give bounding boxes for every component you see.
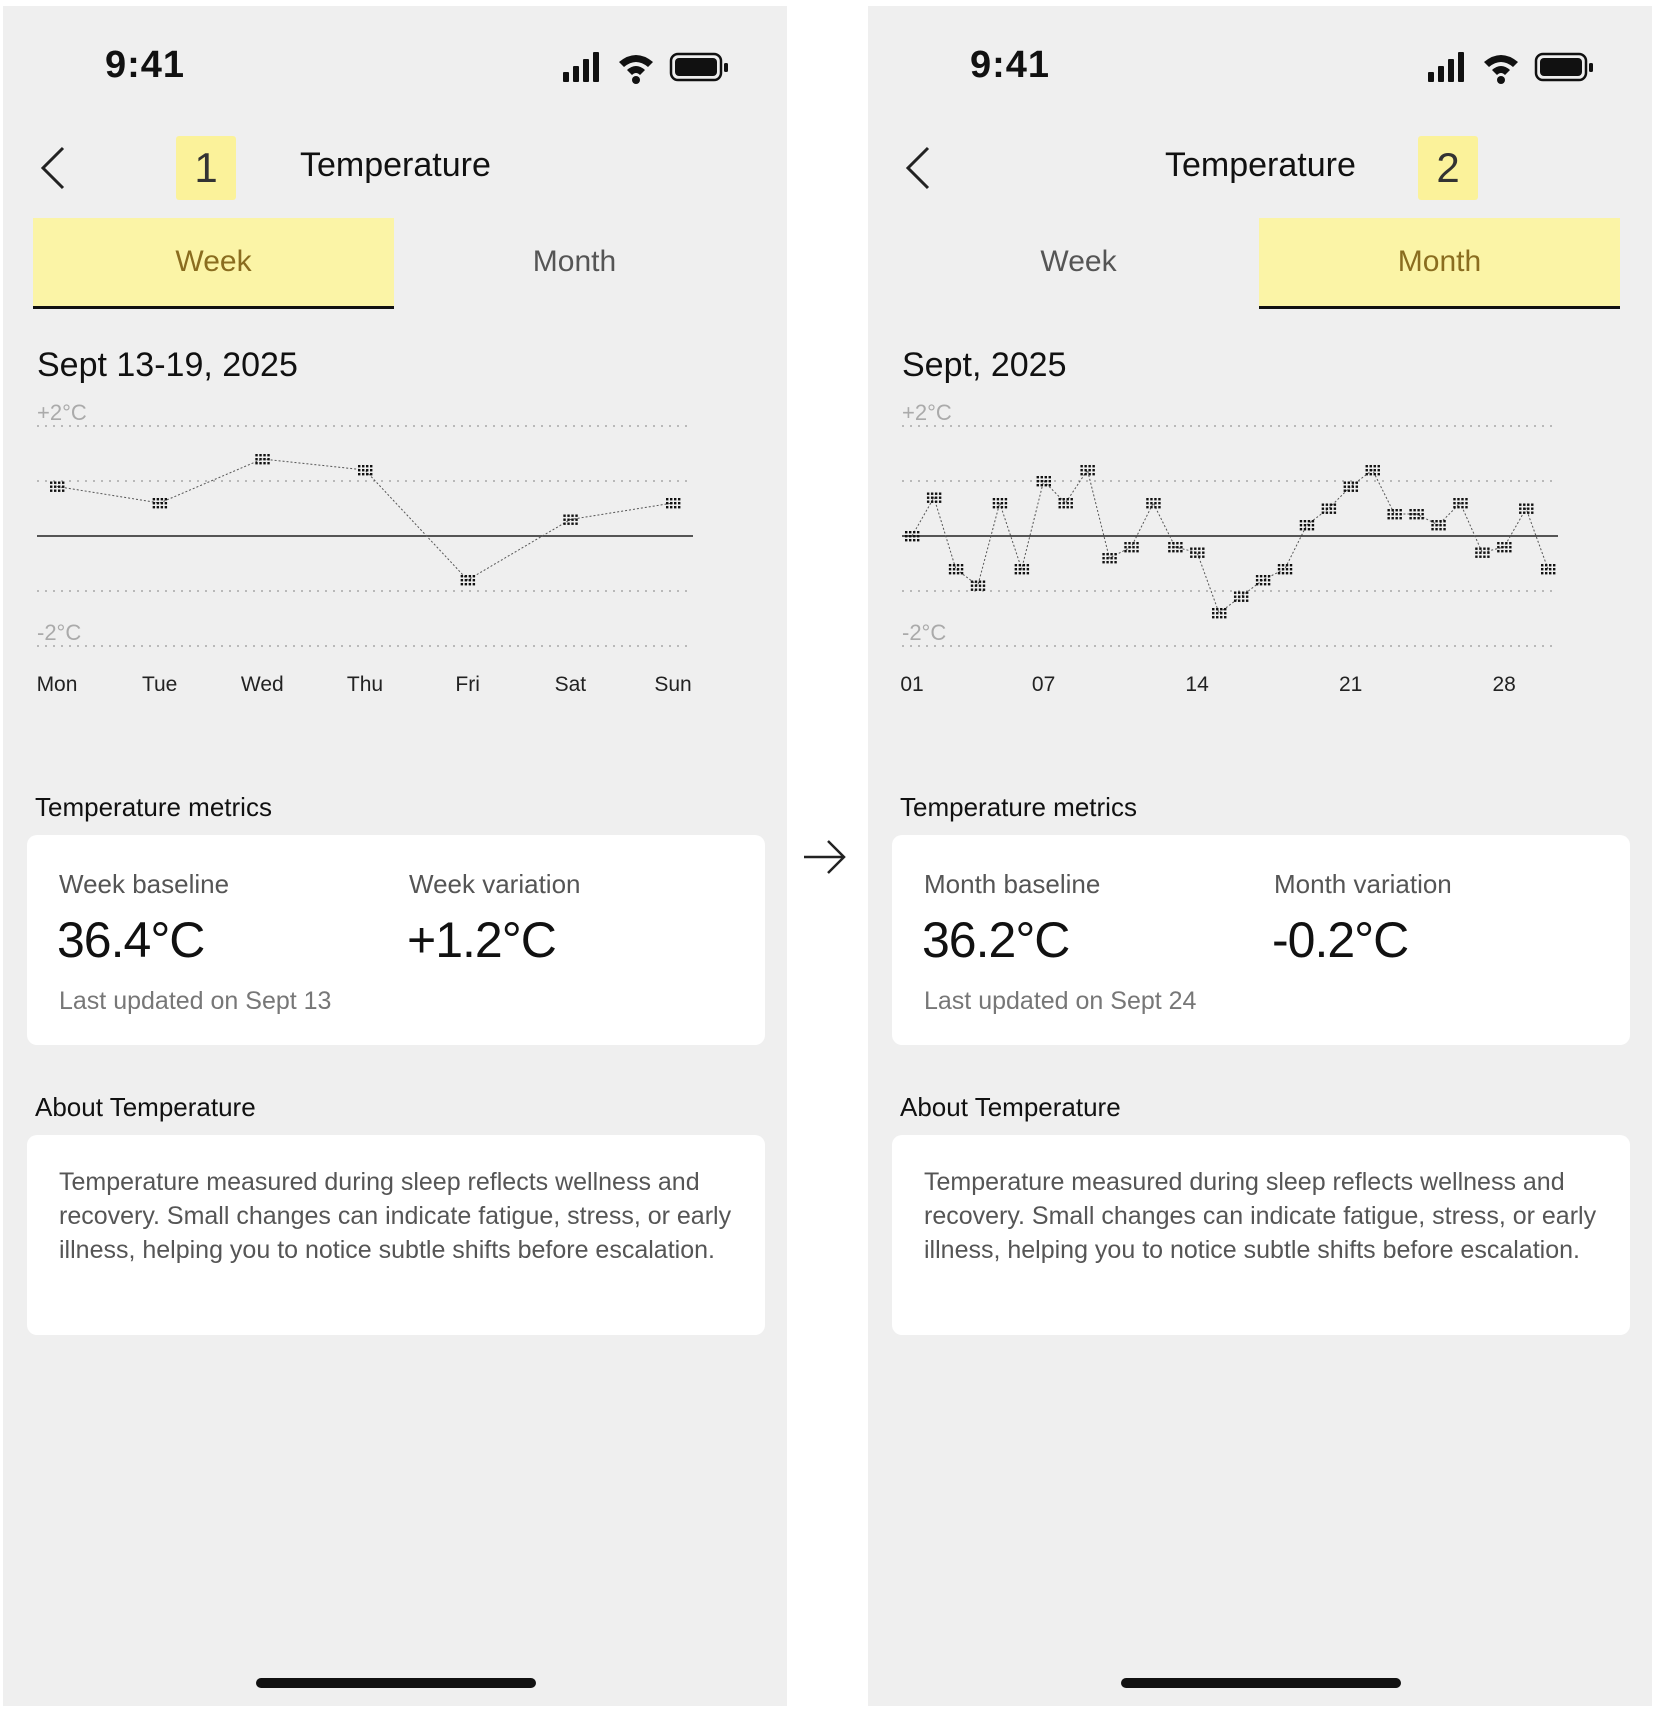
data-point bbox=[1344, 482, 1358, 492]
wifi-icon bbox=[619, 55, 653, 84]
about-heading: About Temperature bbox=[900, 1092, 1121, 1122]
about-heading: About Temperature bbox=[35, 1092, 256, 1122]
last-updated: Last updated on Sept 24 bbox=[924, 987, 1197, 1015]
data-point bbox=[1190, 548, 1204, 558]
temperature-chart bbox=[33, 400, 763, 751]
about-text: Temperature measured during sleep reflects wellness and recovery. Small changes can indicate fatigue, stress, or early illness, helping you to notice subtle shifts before escalation. bbox=[59, 1168, 732, 1264]
data-point bbox=[1146, 498, 1160, 508]
data-point bbox=[1300, 520, 1314, 530]
baseline-label: Month baseline bbox=[924, 869, 1101, 899]
last-updated: Last updated on Sept 13 bbox=[59, 987, 332, 1015]
data-point bbox=[1212, 608, 1226, 618]
x-tick-label: Wed bbox=[240, 673, 284, 696]
data-point bbox=[1234, 592, 1248, 602]
baseline-value: 36.4°C bbox=[57, 912, 205, 968]
x-tick-label: 14 bbox=[1185, 673, 1209, 696]
page-title: Temperature bbox=[1165, 146, 1356, 184]
data-point bbox=[1256, 575, 1270, 585]
wifi-icon bbox=[1484, 55, 1518, 84]
metrics-heading: Temperature metrics bbox=[900, 792, 1137, 822]
y-label-top: +2°C bbox=[902, 400, 952, 425]
step-badge: 2 bbox=[1418, 136, 1478, 200]
step-badge: 1 bbox=[176, 136, 236, 200]
status-time: 9:41 bbox=[970, 44, 1051, 86]
temperature-chart bbox=[898, 400, 1628, 751]
x-tick-label: Fri bbox=[455, 673, 480, 696]
right-arrow-icon bbox=[800, 832, 850, 882]
date-range: Sept 13-19, 2025 bbox=[37, 346, 298, 384]
x-tick-label: Thu bbox=[346, 673, 384, 696]
status-icons bbox=[563, 50, 733, 84]
data-point bbox=[358, 465, 372, 475]
x-tick-label: 01 bbox=[900, 673, 924, 696]
data-point bbox=[1322, 504, 1336, 514]
tab-week[interactable]: Week bbox=[1040, 245, 1117, 278]
data-point bbox=[1541, 564, 1555, 574]
battery-icon bbox=[671, 54, 728, 80]
variation-value: -0.2°C bbox=[1272, 912, 1409, 968]
x-tick-label: Sat bbox=[554, 673, 587, 696]
tab-month[interactable]: Month bbox=[532, 245, 617, 278]
x-tick-label: Tue bbox=[141, 673, 178, 696]
cellular-signal-icon bbox=[563, 52, 599, 82]
data-point bbox=[1366, 465, 1380, 475]
y-label-bottom: -2°C bbox=[902, 620, 947, 645]
status-icons bbox=[1428, 50, 1598, 84]
about-card bbox=[892, 1135, 1630, 1335]
x-tick-label: Mon bbox=[36, 673, 78, 696]
data-point bbox=[971, 581, 985, 591]
x-tick-label: 21 bbox=[1338, 673, 1363, 696]
data-point bbox=[1387, 509, 1401, 519]
baseline-label: Week baseline bbox=[59, 869, 230, 899]
period-tabs bbox=[33, 218, 755, 316]
data-point bbox=[1080, 465, 1094, 475]
x-tick-label: Sun bbox=[654, 673, 692, 696]
baseline-value: 36.2°C bbox=[922, 912, 1070, 968]
data-point bbox=[949, 564, 963, 574]
x-tick-label: 28 bbox=[1492, 673, 1516, 696]
series-line bbox=[57, 459, 673, 580]
data-point bbox=[1059, 498, 1073, 508]
data-point bbox=[255, 454, 269, 464]
data-point bbox=[1278, 564, 1292, 574]
variation-label: Month variation bbox=[1274, 869, 1452, 899]
cellular-signal-icon bbox=[1428, 52, 1464, 82]
period-tabs bbox=[898, 218, 1620, 316]
data-point bbox=[666, 498, 680, 508]
y-label-top: +2°C bbox=[37, 400, 87, 425]
battery-icon bbox=[1536, 54, 1593, 80]
tab-week[interactable]: Week bbox=[33, 218, 394, 309]
about-text: Temperature measured during sleep reflects wellness and recovery. Small changes can indicate fatigue, stress, or early illness, helping you to notice subtle shifts before escalation. bbox=[924, 1168, 1597, 1264]
about-card bbox=[27, 1135, 765, 1335]
date-range: Sept, 2025 bbox=[902, 346, 1067, 384]
home-indicator bbox=[256, 1678, 536, 1688]
metrics-card bbox=[27, 835, 765, 1045]
phone-screen-month bbox=[868, 6, 1652, 1706]
y-label-bottom: -2°C bbox=[37, 620, 82, 645]
variation-value: +1.2°C bbox=[407, 912, 556, 968]
phone-screen-week bbox=[3, 6, 787, 1706]
status-time: 9:41 bbox=[105, 44, 186, 86]
data-point bbox=[1124, 542, 1138, 552]
page-title: Temperature bbox=[300, 146, 491, 184]
metrics-card bbox=[892, 835, 1630, 1045]
back-chevron-icon[interactable] bbox=[35, 144, 75, 192]
x-tick-label: 07 bbox=[1031, 673, 1056, 696]
back-chevron-icon[interactable] bbox=[900, 144, 940, 192]
metrics-heading: Temperature metrics bbox=[35, 792, 272, 822]
data-point bbox=[1475, 548, 1489, 558]
tab-month[interactable]: Month bbox=[1259, 218, 1620, 309]
variation-label: Week variation bbox=[409, 869, 581, 899]
home-indicator bbox=[1121, 1678, 1401, 1688]
